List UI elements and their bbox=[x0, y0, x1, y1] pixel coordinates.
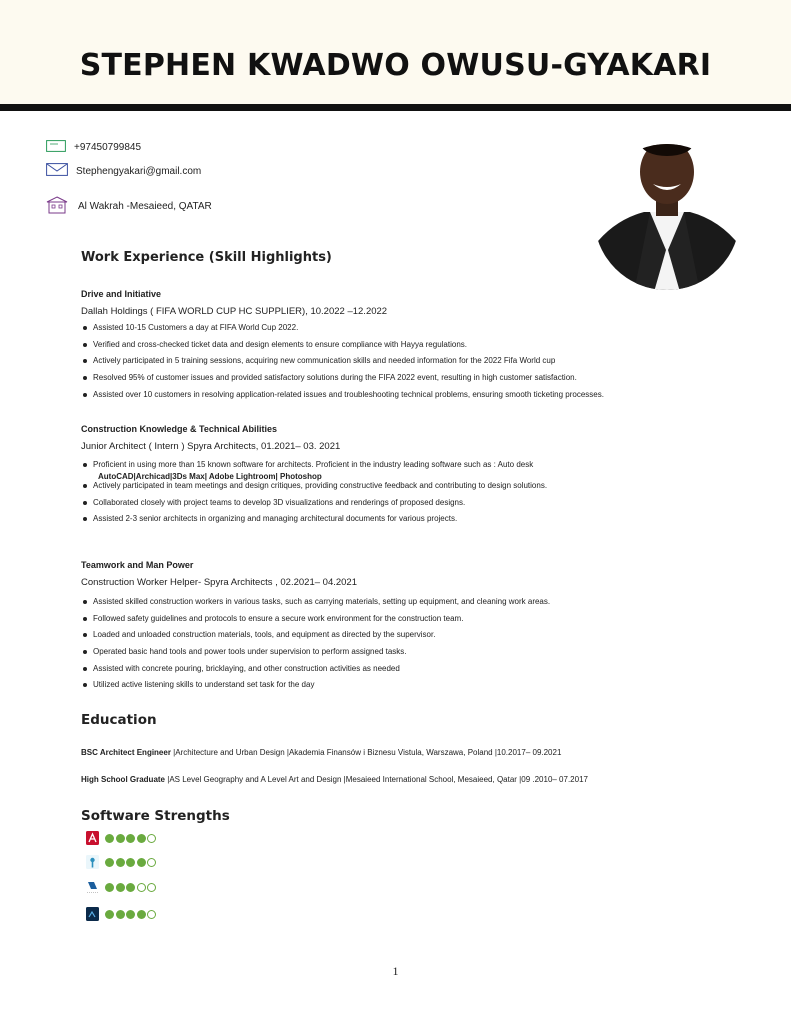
3dsmax-icon bbox=[86, 880, 99, 894]
rating-dot-empty bbox=[147, 834, 156, 843]
list-item: Assisted 2-3 senior architects in organizing and managing architectural documents for various projects. bbox=[81, 513, 721, 530]
list-item: Utilized active listening skills to understand set task for the day bbox=[81, 679, 721, 696]
bullet-text: Proficient in using more than 15 known software for architects. Proficient in the industry leading software such as : Auto desk bbox=[93, 460, 534, 469]
bullets-junior-architect bbox=[81, 459, 721, 530]
section-software-strengths: Software Strengths bbox=[81, 808, 230, 824]
role-construction-helper: Construction Worker Helper- Spyra Architects , 02.2021– 04.2021 bbox=[81, 577, 357, 588]
subtitle-construction-knowledge: Construction Knowledge & Technical Abilities bbox=[81, 424, 278, 434]
rating-dot-empty bbox=[147, 910, 156, 919]
rating-dot-filled bbox=[105, 883, 114, 892]
address-text: Al Wakrah -Mesaieed, QATAR bbox=[78, 201, 212, 212]
rating-dot-filled bbox=[105, 858, 114, 867]
section-education: Education bbox=[81, 712, 157, 728]
education-details: |AS Level Geography and A Level Art and Design |Mesaieed International School, Mesaieed, Qatar |09 .2010– 07.2017 bbox=[165, 775, 588, 784]
contact-phone bbox=[46, 140, 141, 155]
software-row bbox=[86, 831, 158, 845]
list-item bbox=[81, 459, 721, 480]
list-item: Assisted 10-15 Customers a day at FIFA World Cup 2022. bbox=[81, 322, 721, 339]
rating-dot-filled bbox=[137, 834, 146, 843]
role-junior-architect: Junior Architect ( Intern ) Spyra Architects, 01.2021– 03. 2021 bbox=[81, 441, 341, 452]
rating-dot-filled bbox=[116, 910, 125, 919]
rating-dot-filled bbox=[137, 910, 146, 919]
rating-dot-filled bbox=[116, 883, 125, 892]
rating-dots bbox=[105, 910, 158, 919]
role-dallah: Dallah Holdings ( FIFA WORLD CUP HC SUPPLIER), 10.2022 –12.2022 bbox=[81, 306, 388, 317]
list-item: Assisted with concrete pouring, bricklaying, and other construction activities as needed bbox=[81, 663, 721, 680]
rating-dot-filled bbox=[126, 834, 135, 843]
building-icon bbox=[46, 196, 68, 217]
education-item-bsc bbox=[81, 748, 561, 757]
subtitle-drive: Drive and Initiative bbox=[81, 289, 162, 299]
rating-dots bbox=[105, 883, 158, 892]
candidate-name: STEPHEN KWADWO OWUSU-GYAKARI bbox=[79, 48, 712, 83]
bullets-construction-helper bbox=[81, 596, 721, 696]
rating-dot-filled bbox=[137, 858, 146, 867]
list-item: Assisted over 10 customers in resolving application-related issues and troubleshooting technical problems, ensuring smooth ticketing processes. bbox=[81, 389, 721, 406]
rating-dot-filled bbox=[126, 883, 135, 892]
envelope-icon bbox=[46, 163, 68, 179]
rating-dot-empty bbox=[137, 883, 146, 892]
phone-icon bbox=[46, 140, 66, 155]
rating-dot-filled bbox=[105, 834, 114, 843]
software-row bbox=[86, 907, 158, 921]
bullets-dallah bbox=[81, 322, 721, 405]
software-list: AutoCAD|Archicad|3Ds Max| Adobe Lightroom| Photoshop bbox=[98, 472, 322, 481]
degree: High School Graduate bbox=[81, 775, 166, 784]
subtitle-teamwork: Teamwork and Man Power bbox=[81, 560, 194, 570]
software-row bbox=[86, 880, 158, 894]
archicad-icon bbox=[86, 855, 99, 869]
degree: BSC Architect Engineer bbox=[81, 748, 171, 757]
rating-dot-empty bbox=[147, 858, 156, 867]
profile-photo bbox=[594, 128, 740, 292]
section-work-experience: Work Experience (Skill Highlights) bbox=[81, 250, 332, 265]
rating-dot-empty bbox=[147, 883, 156, 892]
list-item: Collaborated closely with project teams to develop 3D visualizations and renderings of proposed designs. bbox=[81, 497, 721, 514]
rating-dots bbox=[105, 858, 158, 867]
email-text: Stephengyakari@gmail.com bbox=[76, 165, 202, 177]
list-item: Assisted skilled construction workers in various tasks, such as carrying materials, setting up equipment, and cleaning work areas. bbox=[81, 596, 721, 613]
rating-dot-filled bbox=[126, 858, 135, 867]
rating-dots bbox=[105, 834, 158, 843]
contact-address bbox=[46, 196, 212, 217]
autocad-icon bbox=[86, 831, 99, 845]
photoshop-icon bbox=[86, 907, 99, 921]
list-item: Operated basic hand tools and power tools under supervision to perform assigned tasks. bbox=[81, 646, 721, 663]
education-details: |Architecture and Urban Design |Akademia Finansów i Biznesu Vistula, Warszawa, Poland |10.2017– 09.2021 bbox=[170, 748, 562, 757]
rating-dot-filled bbox=[126, 910, 135, 919]
phone-text: +97450799845 bbox=[74, 142, 142, 153]
list-item: Followed safety guidelines and protocols to ensure a secure work environment for the construction team. bbox=[81, 613, 721, 630]
header-divider bbox=[0, 104, 791, 111]
list-item: Loaded and unloaded construction materials, tools, and equipment as directed by the supervisor. bbox=[81, 629, 721, 646]
rating-dot-filled bbox=[116, 834, 125, 843]
contact-email bbox=[46, 163, 201, 179]
list-item: Verified and cross-checked ticket data and design elements to ensure compliance with Hayya regulations. bbox=[81, 339, 721, 356]
page-number: 1 bbox=[392, 964, 399, 978]
education-item-highschool bbox=[81, 775, 588, 784]
rating-dot-filled bbox=[105, 910, 114, 919]
list-item: Actively participated in 5 training sessions, acquiring new communication skills and needed information for the 2022 Fifa World cup bbox=[81, 355, 721, 372]
software-row bbox=[86, 855, 158, 869]
list-item: Resolved 95% of customer issues and provided satisfactory solutions during the FIFA 2022 event, resulting in high customer satisfaction. bbox=[81, 372, 721, 389]
list-item: Actively participated in team meetings and design critiques, providing constructive feedback and contributing to design solutions. bbox=[81, 480, 721, 497]
rating-dot-filled bbox=[116, 858, 125, 867]
